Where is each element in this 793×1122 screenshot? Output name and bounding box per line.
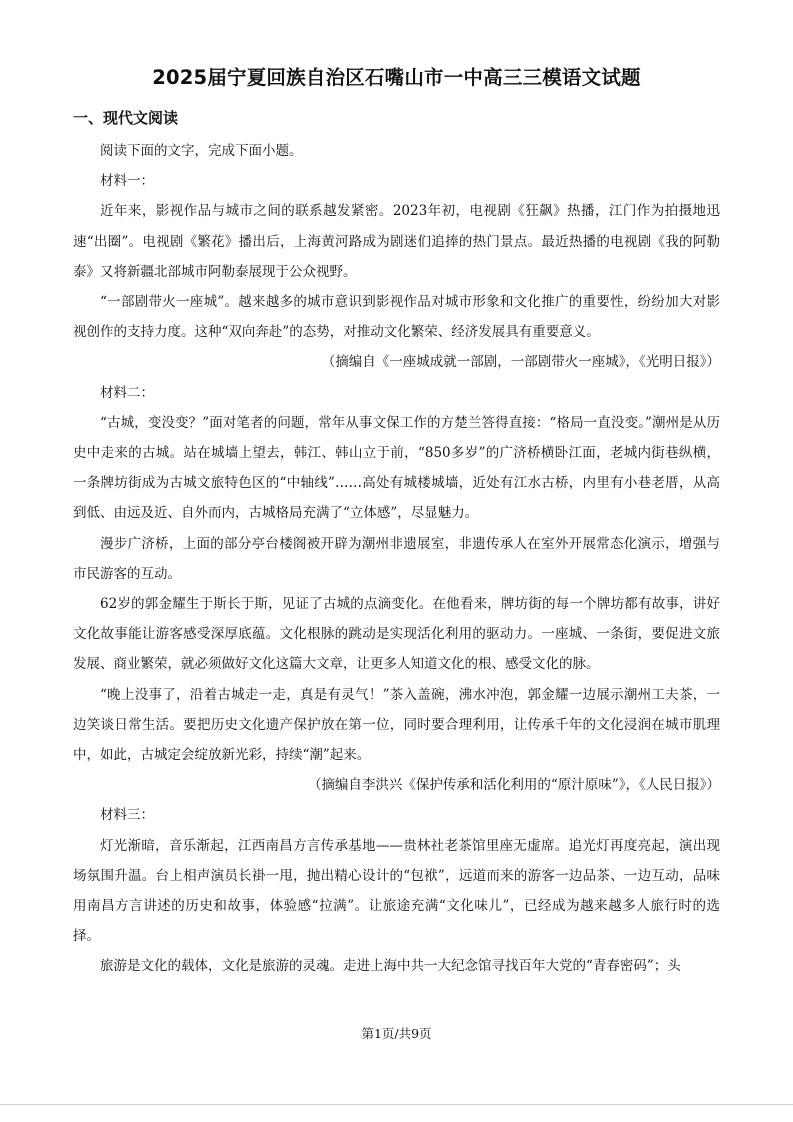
- material-3-paragraph-2: 旅游是文化的载体，文化是旅游的灵魂。走进上海中共一大纪念馆寻找百年大党的“青春密码”；头: [100, 958, 681, 975]
- section-heading: 一、现代文阅读: [73, 109, 179, 127]
- material-3-paragraph-1: 灯光渐暗，音乐渐起，江西南昌方言传承基地——贵林社老茶馆里座无虚席。追光灯再度亮起，演出现场氛围升温。台上相声演员长褂一甩，抛出精心设计的“包袱”，远道而来的游客一边品茶、一边互动，品味用南昌方言讲述的历史和故事，体验感“拉满”。让旅途充满“文化味儿”，已经成为越来越多人旅行时的选择。: [73, 837, 720, 945]
- material-1-label: 材料一：: [100, 173, 154, 190]
- material-3-label: 材料三：: [100, 807, 154, 824]
- material-1-source: （摘编自《一座城成就一部剧，一部剧带火一座城》，《光明日报》）: [321, 354, 720, 371]
- bottom-divider: [0, 1104, 793, 1105]
- material-2-label: 材料二：: [100, 384, 154, 401]
- reading-passage: [73, 136, 720, 982]
- page-number: 第1页/共9页: [361, 1026, 432, 1041]
- material-2-paragraph-3: 62岁的郭金耀生于斯长于斯，见证了古城的点滴变化。在他看来，牌坊街的每一个牌坊都有故事，讲好文化故事能让游客感受深厚底蕴。文化根脉的跳动是实现活化利用的驱动力。一座城、一条街，要促进文旅发展、商业繁荣，就必须做好文化这篇大文章，让更多人知道文化的根、感受文化的脉。: [73, 596, 720, 673]
- material-1-paragraph-1: 近年来，影视作品与城市之间的联系越发紧密。2023年初，电视剧《狂飙》热播，江门作为拍摄地迅速“出圈”。电视剧《繁花》播出后，上海黄河路成为剧迷们追捧的热门景点。最近热播的电视剧《我的阿勒泰》又将新疆北部城市阿勒泰展现于公众视野。: [73, 203, 720, 280]
- exam-title: 2025届宁夏回族自治区石嘴山市一中高三三模语文试题: [152, 66, 641, 89]
- instruction: 阅读下面的文字，完成下面小题。: [100, 143, 303, 159]
- material-2-paragraph-1: “古城，变没变？”面对笔者的问题，常年从事文保工作的方楚兰答得直接：“格局一直没变。”潮州是从历史中走来的古城。站在城墙上望去，韩江、韩山立于前，“850多岁”的广济桥横卧江面，老城内街巷纵横，一条牌坊街成为古城文旅特色区的“中轴线”……高处有城楼城墙，近处有江水古桥，内里有小巷老厝，从高到低、由远及近、自外而内，古城格局充满了“立体感”，尽显魅力。: [73, 414, 720, 522]
- material-2-paragraph-2: 漫步广济桥，上面的部分亭台楼阁被开辟为潮州非遗展室，非遗传承人在室外开展常态化演示，增强与市民游客的互动。: [73, 535, 720, 582]
- material-2-source: （摘编自李洪兴《保护传承和活化利用的“原汁原味”》，《人民日报》）: [307, 777, 720, 794]
- material-1-paragraph-2: “一部剧带火一座城”。越来越多的城市意识到影视作品对城市形象和文化推广的重要性，纷纷加大对影视创作的支持力度。这种“双向奔赴”的态势，对推动文化繁荣、经济发展具有重要意义。: [73, 294, 720, 341]
- material-2-paragraph-4: “晚上没事了，沿着古城走一走，真是有灵气！”茶入盖碗，沸水冲泡，郭金耀一边展示潮州工夫茶，一边笑谈日常生活。要把历史文化遗产保护放在第一位，同时要合理利用，让传承千年的文化浸润在城市肌理中，如此，古城定会绽放新光彩，持续“潮”起来。: [73, 686, 720, 764]
